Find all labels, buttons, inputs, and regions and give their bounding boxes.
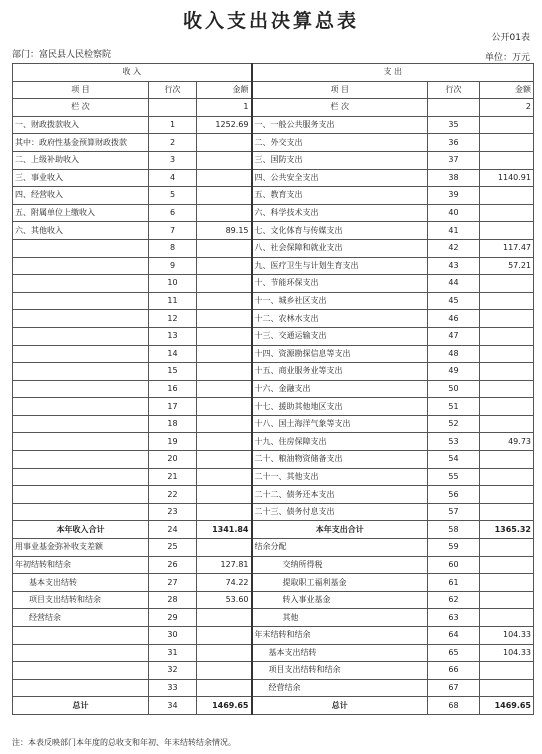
income-amount: 53.60 xyxy=(197,591,252,609)
income-amount: 1252.69 xyxy=(197,116,252,134)
income-item xyxy=(13,468,149,486)
expense-amount xyxy=(480,116,534,134)
expense-item: 十一、城乡社区支出 xyxy=(252,292,428,310)
expense-line: 47 xyxy=(428,327,480,345)
income-line: 28 xyxy=(149,591,197,609)
income-amount xyxy=(197,627,252,645)
expense-line: 63 xyxy=(428,609,480,627)
expense-item: 五、教育支出 xyxy=(252,187,428,205)
expense-item: 十三、交通运输支出 xyxy=(252,327,428,345)
table-row xyxy=(13,415,534,433)
expense-item: 基本支出结转 xyxy=(252,644,428,662)
income-amount: 1469.65 xyxy=(197,697,252,715)
income-line: 32 xyxy=(149,662,197,680)
table-row xyxy=(13,310,534,328)
expense-item: 四、公共安全支出 xyxy=(252,169,428,187)
expense-line: 41 xyxy=(428,222,480,240)
expense-amount xyxy=(480,327,534,345)
expense-line: 65 xyxy=(428,644,480,662)
expense-item: 十九、住房保障支出 xyxy=(252,433,428,451)
expense-amount xyxy=(480,292,534,310)
income-item: 用事业基金弥补收支差额 xyxy=(13,539,149,557)
expense-item: 项目支出结转和结余 xyxy=(252,662,428,680)
table-row xyxy=(13,697,534,715)
income-line: 34 xyxy=(149,697,197,715)
income-line: 11 xyxy=(149,292,197,310)
expense-amount: 57.21 xyxy=(480,257,534,275)
table-row xyxy=(13,451,534,469)
expense-line: 57 xyxy=(428,503,480,521)
income-item xyxy=(13,363,149,381)
expense-item: 总计 xyxy=(252,697,428,715)
income-item xyxy=(13,257,149,275)
table-row xyxy=(13,556,534,574)
income-amount xyxy=(197,398,252,416)
expense-item: 结余分配 xyxy=(252,539,428,557)
expense-line: 50 xyxy=(428,380,480,398)
expense-amount-header: 金额 xyxy=(480,81,534,99)
expense-amount xyxy=(480,591,534,609)
income-line: 20 xyxy=(149,451,197,469)
income-amount xyxy=(197,503,252,521)
income-line: 18 xyxy=(149,415,197,433)
expense-amount xyxy=(480,415,534,433)
income-item xyxy=(13,327,149,345)
expense-amount: 104.33 xyxy=(480,644,534,662)
income-line: 6 xyxy=(149,204,197,222)
expense-amount xyxy=(480,556,534,574)
expense-amount: 117.47 xyxy=(480,239,534,257)
expense-amount xyxy=(480,363,534,381)
income-amount xyxy=(197,204,252,222)
expense-line: 67 xyxy=(428,679,480,697)
expense-line: 40 xyxy=(428,204,480,222)
expense-amount: 49.73 xyxy=(480,433,534,451)
table-row xyxy=(13,644,534,662)
expense-item: 三、国防支出 xyxy=(252,151,428,169)
income-amount xyxy=(197,327,252,345)
income-amount xyxy=(197,609,252,627)
expense-line: 68 xyxy=(428,697,480,715)
expense-amount xyxy=(480,380,534,398)
income-amount xyxy=(197,539,252,557)
expense-seq-number: 2 xyxy=(480,99,534,117)
expense-line: 61 xyxy=(428,574,480,592)
income-item xyxy=(13,679,149,697)
income-seq-blank xyxy=(149,99,197,117)
expense-item: 二、外交支出 xyxy=(252,134,428,152)
expense-line: 58 xyxy=(428,521,480,539)
expense-line: 55 xyxy=(428,468,480,486)
income-item xyxy=(13,451,149,469)
income-line: 29 xyxy=(149,609,197,627)
expense-amount xyxy=(480,310,534,328)
income-item xyxy=(13,310,149,328)
expense-amount xyxy=(480,609,534,627)
income-amount xyxy=(197,451,252,469)
income-line: 31 xyxy=(149,644,197,662)
expense-line: 49 xyxy=(428,363,480,381)
income-line: 19 xyxy=(149,433,197,451)
table-row xyxy=(13,468,534,486)
income-line: 15 xyxy=(149,363,197,381)
expense-seq-label: 栏 次 xyxy=(252,99,428,117)
income-line-header: 行次 xyxy=(149,81,197,99)
section-header-row xyxy=(13,64,534,82)
expense-seq-blank xyxy=(428,99,480,117)
expense-item: 提取职工福利基金 xyxy=(252,574,428,592)
income-amount-header: 金额 xyxy=(197,81,252,99)
expense-item-header: 项 目 xyxy=(252,81,428,99)
expense-amount xyxy=(480,398,534,416)
table-row xyxy=(13,433,534,451)
income-amount xyxy=(197,134,252,152)
expense-amount xyxy=(480,151,534,169)
expense-line: 43 xyxy=(428,257,480,275)
income-amount xyxy=(197,644,252,662)
income-item: 三、事业收入 xyxy=(13,169,149,187)
expense-line-header: 行次 xyxy=(428,81,480,99)
income-item: 二、上级补助收入 xyxy=(13,151,149,169)
income-amount xyxy=(197,151,252,169)
income-line: 3 xyxy=(149,151,197,169)
income-line: 23 xyxy=(149,503,197,521)
table-row xyxy=(13,521,534,539)
report-title: 收入支出决算总表 xyxy=(182,10,359,32)
income-line: 8 xyxy=(149,239,197,257)
expense-line: 36 xyxy=(428,134,480,152)
expense-amount: 1140.91 xyxy=(480,169,534,187)
expense-item: 年末结转和结余 xyxy=(252,627,428,645)
expense-item: 二十一、其他支出 xyxy=(252,468,428,486)
department-label: 部门：富民县人民检察院 xyxy=(12,50,112,60)
income-amount: 127.81 xyxy=(197,556,252,574)
expense-item: 十五、商业服务业等支出 xyxy=(252,363,428,381)
income-line: 7 xyxy=(149,222,197,240)
expense-amount xyxy=(480,679,534,697)
income-line: 5 xyxy=(149,187,197,205)
income-line: 4 xyxy=(149,169,197,187)
expense-item: 经营结余 xyxy=(252,679,428,697)
expense-amount xyxy=(480,662,534,680)
table-row xyxy=(13,169,534,187)
income-amount xyxy=(197,679,252,697)
income-section-header: 收 入 xyxy=(13,64,252,82)
expense-amount: 1365.32 xyxy=(480,521,534,539)
income-expense-table xyxy=(12,63,534,715)
income-line: 24 xyxy=(149,521,197,539)
expense-amount xyxy=(480,345,534,363)
income-line: 14 xyxy=(149,345,197,363)
expense-amount: 104.33 xyxy=(480,627,534,645)
expense-line: 64 xyxy=(428,627,480,645)
expense-amount xyxy=(480,486,534,504)
expense-line: 37 xyxy=(428,151,480,169)
income-amount: 1341.84 xyxy=(197,521,252,539)
income-line: 27 xyxy=(149,574,197,592)
income-amount xyxy=(197,345,252,363)
expense-item: 七、文化体育与传媒支出 xyxy=(252,222,428,240)
income-item xyxy=(13,275,149,293)
expense-line: 48 xyxy=(428,345,480,363)
income-item xyxy=(13,398,149,416)
income-item xyxy=(13,644,149,662)
footnote: 注：本表反映部门本年度的总收支和年初、年末结转结余情况。 xyxy=(12,738,236,747)
expense-line: 62 xyxy=(428,591,480,609)
expense-line: 51 xyxy=(428,398,480,416)
unit-label: 单位：万元 xyxy=(484,53,530,63)
table-row xyxy=(13,662,534,680)
income-item xyxy=(13,486,149,504)
expense-item: 转入事业基金 xyxy=(252,591,428,609)
income-item-header: 项 目 xyxy=(13,81,149,99)
income-line: 1 xyxy=(149,116,197,134)
expense-item: 十四、资源勘探信息等支出 xyxy=(252,345,428,363)
expense-item: 其他 xyxy=(252,609,428,627)
expense-line: 39 xyxy=(428,187,480,205)
income-amount xyxy=(197,257,252,275)
table-row xyxy=(13,327,534,345)
income-item: 年初结转和结余 xyxy=(13,556,149,574)
expense-item: 交纳所得税 xyxy=(252,556,428,574)
expense-amount xyxy=(480,187,534,205)
income-item: 五、附属单位上缴收入 xyxy=(13,204,149,222)
income-item xyxy=(13,415,149,433)
income-line: 10 xyxy=(149,275,197,293)
income-amount xyxy=(197,363,252,381)
expense-section-header: 支 出 xyxy=(252,64,534,82)
expense-item: 十六、金融支出 xyxy=(252,380,428,398)
table-row xyxy=(13,380,534,398)
table-row xyxy=(13,609,534,627)
table-row xyxy=(13,222,534,240)
income-amount xyxy=(197,169,252,187)
table-row xyxy=(13,591,534,609)
expense-line: 52 xyxy=(428,415,480,433)
income-amount xyxy=(197,468,252,486)
expense-item: 本年支出合计 xyxy=(252,521,428,539)
table-row xyxy=(13,363,534,381)
column-header-row xyxy=(13,81,534,99)
expense-item: 十七、援助其他地区支出 xyxy=(252,398,428,416)
expense-item: 六、科学技术支出 xyxy=(252,204,428,222)
income-seq-number: 1 xyxy=(197,99,252,117)
expense-line: 53 xyxy=(428,433,480,451)
sequence-row xyxy=(13,99,534,117)
expense-amount xyxy=(480,503,534,521)
income-line: 26 xyxy=(149,556,197,574)
expense-amount xyxy=(480,574,534,592)
expense-line: 46 xyxy=(428,310,480,328)
table-row xyxy=(13,503,534,521)
expense-item: 九、医疗卫生与计划生育支出 xyxy=(252,257,428,275)
income-item: 四、经营收入 xyxy=(13,187,149,205)
income-item xyxy=(13,433,149,451)
income-amount xyxy=(197,292,252,310)
expense-line: 35 xyxy=(428,116,480,134)
table-row xyxy=(13,134,534,152)
expense-item: 二十三、债务付息支出 xyxy=(252,503,428,521)
expense-line: 59 xyxy=(428,539,480,557)
expense-item: 十二、农林水支出 xyxy=(252,310,428,328)
expense-item: 二十二、债务还本支出 xyxy=(252,486,428,504)
income-item: 六、其他收入 xyxy=(13,222,149,240)
table-row xyxy=(13,187,534,205)
expense-item: 一、一般公共服务支出 xyxy=(252,116,428,134)
income-line: 30 xyxy=(149,627,197,645)
income-item: 本年收入合计 xyxy=(13,521,149,539)
income-line: 25 xyxy=(149,539,197,557)
table-row xyxy=(13,679,534,697)
expense-amount xyxy=(480,539,534,557)
expense-item: 二十、粮油物资储备支出 xyxy=(252,451,428,469)
income-amount xyxy=(197,662,252,680)
income-item xyxy=(13,627,149,645)
income-line: 16 xyxy=(149,380,197,398)
income-item xyxy=(13,239,149,257)
income-item: 基本支出结转 xyxy=(13,574,149,592)
table-row xyxy=(13,627,534,645)
income-item xyxy=(13,380,149,398)
expense-item: 十八、国土海洋气象等支出 xyxy=(252,415,428,433)
income-item xyxy=(13,662,149,680)
income-item: 一、财政拨款收入 xyxy=(13,116,149,134)
expense-line: 44 xyxy=(428,275,480,293)
expense-item: 八、社会保障和就业支出 xyxy=(252,239,428,257)
income-line: 33 xyxy=(149,679,197,697)
expense-amount xyxy=(480,275,534,293)
income-seq-label: 栏 次 xyxy=(13,99,149,117)
income-line: 22 xyxy=(149,486,197,504)
income-amount xyxy=(197,187,252,205)
income-item: 项目支出结转和结余 xyxy=(13,591,149,609)
income-amount xyxy=(197,486,252,504)
table-row xyxy=(13,116,534,134)
income-item xyxy=(13,503,149,521)
income-item xyxy=(13,345,149,363)
table-row xyxy=(13,398,534,416)
income-item: 经营结余 xyxy=(13,609,149,627)
expense-line: 60 xyxy=(428,556,480,574)
income-amount: 74.22 xyxy=(197,574,252,592)
table-row xyxy=(13,345,534,363)
expense-amount: 1469.65 xyxy=(480,697,534,715)
table-row xyxy=(13,539,534,557)
income-amount: 89.15 xyxy=(197,222,252,240)
expense-amount xyxy=(480,204,534,222)
income-line: 21 xyxy=(149,468,197,486)
table-row xyxy=(13,151,534,169)
form-code: 公开01表 xyxy=(491,33,530,43)
expense-line: 56 xyxy=(428,486,480,504)
expense-amount xyxy=(480,134,534,152)
table-row xyxy=(13,486,534,504)
expense-line: 54 xyxy=(428,451,480,469)
expense-amount xyxy=(480,468,534,486)
expense-line: 42 xyxy=(428,239,480,257)
table-row xyxy=(13,574,534,592)
expense-line: 45 xyxy=(428,292,480,310)
table-row xyxy=(13,275,534,293)
expense-item: 十、节能环保支出 xyxy=(252,275,428,293)
table-row xyxy=(13,257,534,275)
income-line: 12 xyxy=(149,310,197,328)
income-amount xyxy=(197,433,252,451)
expense-line: 66 xyxy=(428,662,480,680)
income-amount xyxy=(197,239,252,257)
income-item: 其中：政府性基金预算财政拨款 xyxy=(13,134,149,152)
income-line: 2 xyxy=(149,134,197,152)
income-amount xyxy=(197,275,252,293)
expense-line: 38 xyxy=(428,169,480,187)
income-line: 13 xyxy=(149,327,197,345)
income-item xyxy=(13,292,149,310)
income-line: 9 xyxy=(149,257,197,275)
income-item: 总计 xyxy=(13,697,149,715)
table-row xyxy=(13,292,534,310)
expense-amount xyxy=(480,222,534,240)
income-line: 17 xyxy=(149,398,197,416)
income-amount xyxy=(197,380,252,398)
table-row xyxy=(13,204,534,222)
table-row xyxy=(13,239,534,257)
expense-amount xyxy=(480,451,534,469)
income-amount xyxy=(197,310,252,328)
income-amount xyxy=(197,415,252,433)
